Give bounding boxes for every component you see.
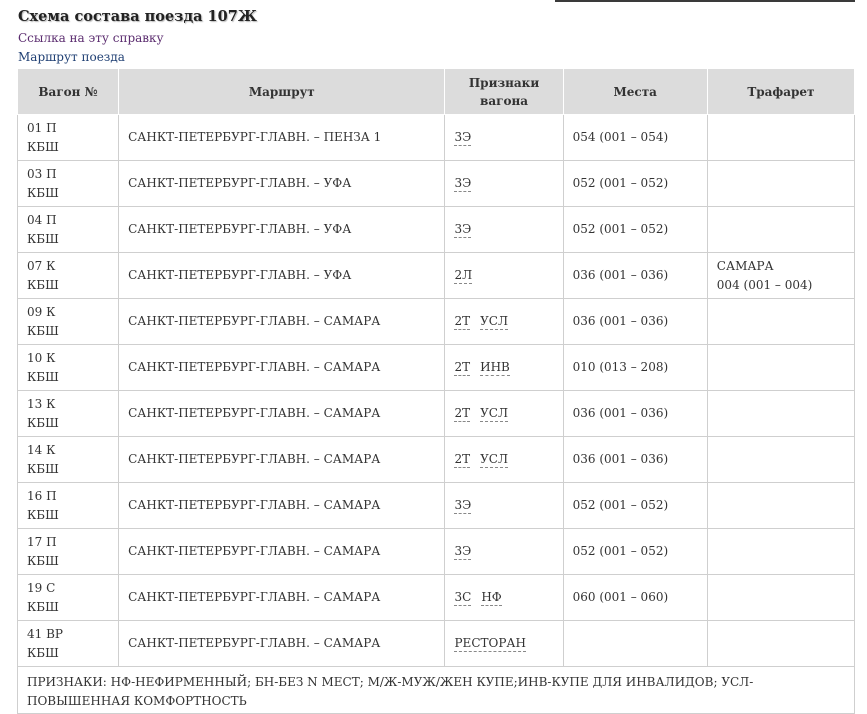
route-cell: САНКТ-ПЕТЕРБУРГ-ГЛАВН. – САМАРА xyxy=(119,391,445,437)
seats-cell: 052 (001 – 052) xyxy=(563,529,707,575)
car-railway: КБШ xyxy=(27,507,59,522)
car-railway: КБШ xyxy=(27,415,59,430)
table-row xyxy=(18,161,855,207)
feature-abbr[interactable]: 3Э xyxy=(454,222,472,236)
car-railway: КБШ xyxy=(27,231,59,246)
table-row xyxy=(18,207,855,253)
features-cell xyxy=(445,575,563,621)
car-number: 16 П xyxy=(27,488,57,503)
seats-cell: 052 (001 – 052) xyxy=(563,161,707,207)
route-cell: САНКТ-ПЕТЕРБУРГ-ГЛАВН. – САМАРА xyxy=(119,299,445,345)
car-number: 14 К xyxy=(27,442,56,457)
car-railway: КБШ xyxy=(27,323,59,338)
route-cell: САНКТ-ПЕТЕРБУРГ-ГЛАВН. – САМАРА xyxy=(119,345,445,391)
route-cell: САНКТ-ПЕТЕРБУРГ-ГЛАВН. – САМАРА xyxy=(119,529,445,575)
route-cell: САНКТ-ПЕТЕРБУРГ-ГЛАВН. – УФА xyxy=(119,253,445,299)
car-railway: КБШ xyxy=(27,461,59,476)
board-cell xyxy=(707,483,854,529)
car-railway: КБШ xyxy=(27,599,59,614)
car-number-cell xyxy=(18,115,119,161)
car-number-cell xyxy=(18,483,119,529)
car-railway: КБШ xyxy=(27,369,59,384)
table-row xyxy=(18,575,855,621)
feature-abbr[interactable]: 2Т xyxy=(454,314,471,328)
table-body xyxy=(18,115,855,714)
feature-abbr[interactable]: 3Э xyxy=(454,130,472,144)
features-cell xyxy=(445,391,563,437)
features-cell xyxy=(445,529,563,575)
board-cell xyxy=(707,253,854,299)
route-cell: САНКТ-ПЕТЕРБУРГ-ГЛАВН. – САМАРА xyxy=(119,575,445,621)
car-number-cell xyxy=(18,529,119,575)
feature-abbr[interactable]: 3Э xyxy=(454,544,472,558)
car-railway: КБШ xyxy=(27,139,59,154)
car-number: 19 С xyxy=(27,580,56,595)
route-cell: САНКТ-ПЕТЕРБУРГ-ГЛАВН. – ПЕНЗА 1 xyxy=(119,115,445,161)
header-seats: Места xyxy=(563,69,707,115)
feature-abbr[interactable]: 3С xyxy=(454,590,472,604)
features-cell xyxy=(445,483,563,529)
feature-abbr[interactable]: 3Э xyxy=(454,176,472,190)
car-railway: КБШ xyxy=(27,553,59,568)
features-cell xyxy=(445,115,563,161)
car-number-cell xyxy=(18,207,119,253)
board-cell xyxy=(707,437,854,483)
seats-cell: 054 (001 – 054) xyxy=(563,115,707,161)
board-cell xyxy=(707,345,854,391)
seats-cell: 052 (001 – 052) xyxy=(563,483,707,529)
train-composition-table xyxy=(17,68,855,714)
car-number-cell xyxy=(18,437,119,483)
feature-abbr[interactable]: 2Т xyxy=(454,452,471,466)
board-cell xyxy=(707,575,854,621)
page-title: Схема состава поезда 107Ж xyxy=(18,8,257,25)
feature-abbr[interactable]: УСЛ xyxy=(480,314,508,328)
features-legend: ПРИЗНАКИ: НФ-НЕФИРМЕННЫЙ; БН-БЕЗ N МЕСТ; М/Ж-МУЖ/ЖЕН КУПЕ;ИНВ-КУПЕ ДЛЯ ИНВАЛИДОВ; УСЛ-ПОВЫШЕННАЯ КОМФОРТНОСТЬ xyxy=(18,667,855,714)
route-cell: САНКТ-ПЕТЕРБУРГ-ГЛАВН. – УФА xyxy=(119,207,445,253)
feature-abbr[interactable]: РЕСТОРАН xyxy=(454,636,526,650)
car-number-cell xyxy=(18,391,119,437)
seats-cell xyxy=(563,621,707,667)
table-row xyxy=(18,115,855,161)
table-row xyxy=(18,529,855,575)
car-number: 09 К xyxy=(27,304,56,319)
board-cell xyxy=(707,207,854,253)
feature-abbr[interactable]: УСЛ xyxy=(480,406,508,420)
table-row xyxy=(18,299,855,345)
table-header-row xyxy=(18,69,855,115)
car-number: 13 К xyxy=(27,396,56,411)
header-board: Трафарет xyxy=(707,69,854,115)
car-number: 41 ВР xyxy=(27,626,63,641)
features-cell xyxy=(445,161,563,207)
features-cell xyxy=(445,437,563,483)
table-row xyxy=(18,621,855,667)
car-number-cell xyxy=(18,621,119,667)
car-number-cell xyxy=(18,299,119,345)
board-cell xyxy=(707,115,854,161)
car-railway: КБШ xyxy=(27,277,59,292)
table-row xyxy=(18,483,855,529)
seats-cell: 036 (001 – 036) xyxy=(563,437,707,483)
car-number-cell xyxy=(18,345,119,391)
legend-row xyxy=(18,667,855,714)
feature-abbr[interactable]: 2Т xyxy=(454,360,471,374)
feature-abbr[interactable]: 2Т xyxy=(454,406,471,420)
seats-cell: 036 (001 – 036) xyxy=(563,253,707,299)
car-number: 17 П xyxy=(27,534,57,549)
route-cell: САНКТ-ПЕТЕРБУРГ-ГЛАВН. – САМАРА xyxy=(119,483,445,529)
board-cell xyxy=(707,161,854,207)
features-cell xyxy=(445,207,563,253)
table-row xyxy=(18,345,855,391)
features-cell xyxy=(445,345,563,391)
car-railway: КБШ xyxy=(27,185,59,200)
header-car-features: Признаки вагона xyxy=(445,69,563,115)
route-cell: САНКТ-ПЕТЕРБУРГ-ГЛАВН. – САМАРА xyxy=(119,437,445,483)
seats-cell: 052 (001 – 052) xyxy=(563,207,707,253)
feature-abbr[interactable]: УСЛ xyxy=(480,452,508,466)
route-cell: САНКТ-ПЕТЕРБУРГ-ГЛАВН. – САМАРА xyxy=(119,621,445,667)
train-route-link[interactable]: Маршрут поезда xyxy=(18,50,125,64)
car-number: 01 П xyxy=(27,120,57,135)
feature-abbr[interactable]: ИНВ xyxy=(480,360,510,374)
car-number: 07 К xyxy=(27,258,56,273)
route-cell: САНКТ-ПЕТЕРБУРГ-ГЛАВН. – УФА xyxy=(119,161,445,207)
header-route: Маршрут xyxy=(119,69,445,115)
table-row xyxy=(18,391,855,437)
board-line: САМАРА xyxy=(716,258,774,273)
reference-link[interactable]: Ссылка на эту справку xyxy=(18,31,164,45)
top-image-edge xyxy=(555,0,855,2)
seats-cell: 010 (013 – 208) xyxy=(563,345,707,391)
seats-cell: 036 (001 – 036) xyxy=(563,391,707,437)
table-row xyxy=(18,437,855,483)
table-row xyxy=(18,253,855,299)
seats-cell: 036 (001 – 036) xyxy=(563,299,707,345)
header-car-number: Вагон № xyxy=(18,69,119,115)
car-number: 03 П xyxy=(27,166,57,181)
car-number-cell xyxy=(18,253,119,299)
board-cell xyxy=(707,621,854,667)
feature-abbr[interactable]: 2Л xyxy=(454,268,473,282)
car-number-cell xyxy=(18,161,119,207)
seats-cell: 060 (001 – 060) xyxy=(563,575,707,621)
car-number: 04 П xyxy=(27,212,57,227)
car-number: 10 К xyxy=(27,350,56,365)
features-cell xyxy=(445,299,563,345)
car-number-cell xyxy=(18,575,119,621)
board-cell xyxy=(707,299,854,345)
board-line: 004 (001 – 004) xyxy=(716,277,813,292)
car-railway: КБШ xyxy=(27,645,59,660)
feature-abbr[interactable]: НФ xyxy=(481,590,502,604)
feature-abbr[interactable]: 3Э xyxy=(454,498,472,512)
board-cell xyxy=(707,529,854,575)
features-cell xyxy=(445,253,563,299)
board-cell xyxy=(707,391,854,437)
features-cell xyxy=(445,621,563,667)
